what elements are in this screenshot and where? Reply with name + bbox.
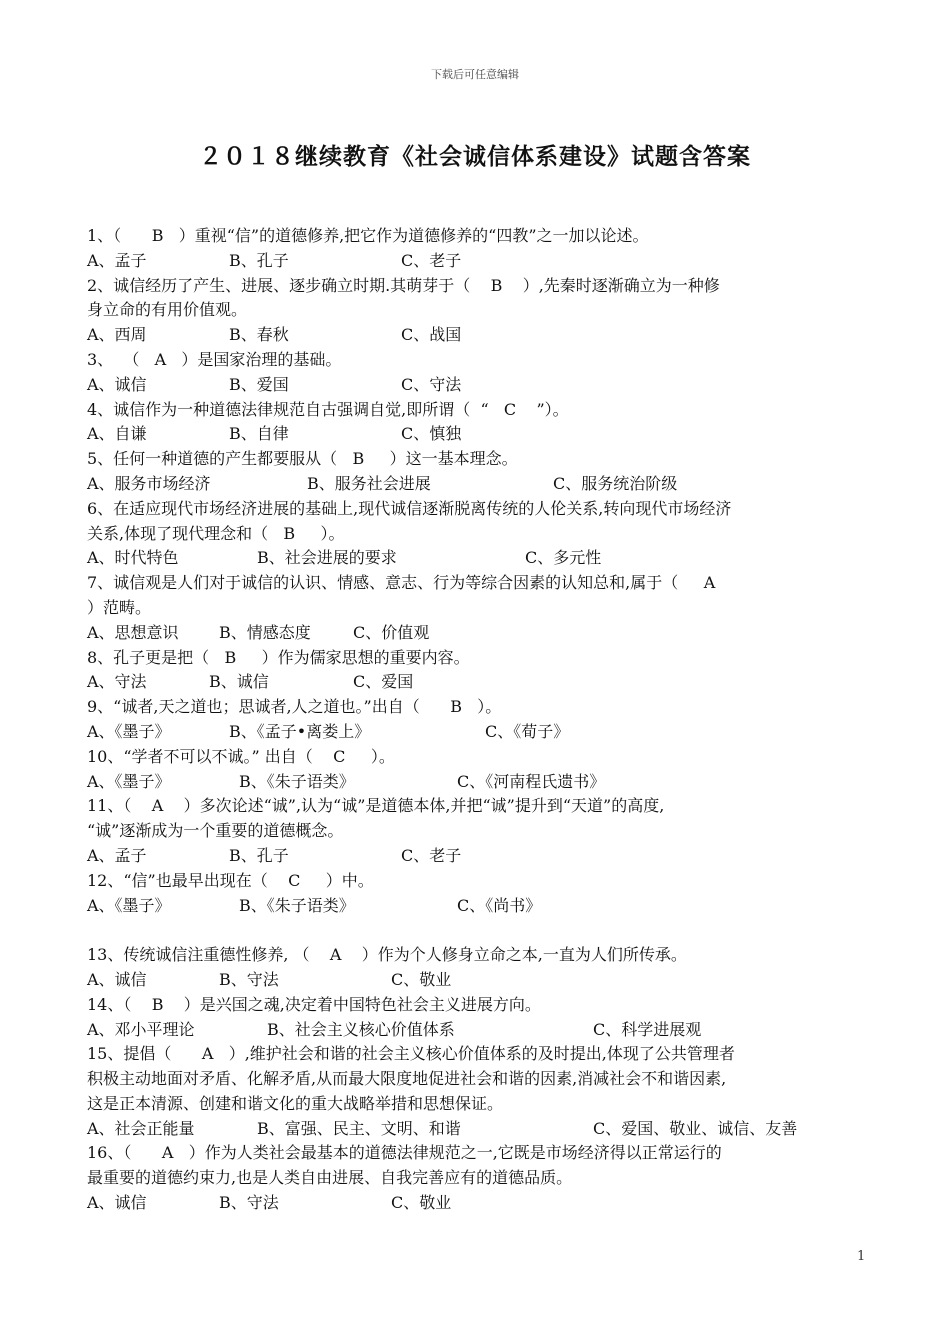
answer-option: C、敬业 — [391, 969, 452, 989]
answer-option: A、孟子 — [87, 845, 147, 865]
question-text: ）范畴。 — [87, 597, 152, 617]
question-text: 12、“信”也最早出现在（ C ）中。 — [87, 870, 374, 890]
question-text: 7、诚信观是人们对于诚信的认识、情感、意志、行为等综合因素的认知总和,属于（ A — [87, 573, 716, 593]
question-text: 10、“学者不可以不诚。” 出自（ C ）。 — [87, 746, 395, 766]
answer-option: B、富强、民主、文明、和谐 — [257, 1118, 461, 1138]
question-text: 16、（ A ）作为人类社会最基本的道德法律规范之一,它既是市场经济得以正常运行的 — [87, 1143, 722, 1163]
answer-options — [87, 249, 872, 274]
answer-option: A、诚信 — [87, 1193, 147, 1213]
answer-option: B、情感态度 — [219, 622, 311, 642]
answer-options — [87, 1191, 872, 1216]
question-text: 14、（ B ）是兴国之魂,决定着中国特色社会主义进展方向。 — [87, 994, 541, 1014]
question-list — [87, 224, 872, 1216]
answer-option: A、诚信 — [87, 969, 147, 989]
answer-option: A、孟子 — [87, 250, 147, 270]
answer-options — [87, 373, 872, 398]
question-text: 8、孔子更是把（ B ）作为儒家思想的重要内容。 — [87, 647, 470, 667]
answer-option: A、西周 — [87, 325, 147, 345]
answer-options — [87, 894, 872, 919]
answer-option: B、诚信 — [209, 672, 269, 692]
blank-line — [87, 918, 872, 943]
answer-options — [87, 720, 872, 745]
answer-option: B、《朱子语类》 — [239, 771, 355, 791]
question-text: 关系,体现了现代理念和（ B ）。 — [87, 523, 345, 543]
question-text: 这是正本清源、创建和谐文化的重大战略举措和思想保证。 — [87, 1093, 504, 1113]
answer-options — [87, 968, 872, 993]
question-text: 15、提倡（ A ）,维护社会和谐的社会主义核心价值体系的及时提出,体现了公共管理者 — [87, 1044, 735, 1064]
answer-option: A、社会正能量 — [87, 1118, 195, 1138]
answer-option: A、《墨子》 — [87, 721, 171, 741]
question-text: 11、（ A ）多次论述“诚”,认为“诚”是道德本体,并把“诚”提升到“天道”的高度, — [87, 796, 665, 816]
question-text: 最重要的道德约束力,也是人类自由进展、自我完善应有的道德品质。 — [87, 1168, 573, 1188]
answer-option: A、思想意识 — [87, 622, 179, 642]
answer-option: C、价值观 — [353, 622, 430, 642]
answer-option: B、春秋 — [229, 325, 289, 345]
answer-option: C、《尚书》 — [457, 895, 542, 915]
answer-options — [87, 1018, 872, 1043]
question-text: 6、在适应现代市场经济进展的基础上,现代诚信逐渐脱离传统的人伦关系,转向现代市场经济 — [87, 498, 732, 518]
answer-options — [87, 472, 872, 497]
answer-option: B、爱国 — [229, 374, 289, 394]
answer-option: A、服务市场经济 — [87, 473, 211, 493]
answer-option: C、多元性 — [525, 548, 602, 568]
answer-options — [87, 546, 872, 571]
answer-option: A、邓小平理论 — [87, 1019, 195, 1039]
answer-option: C、《荀子》 — [485, 721, 570, 741]
question-text: 身立命的有用价值观。 — [87, 300, 248, 320]
page-number: 1 — [857, 1249, 866, 1264]
answer-option: C、科学进展观 — [593, 1019, 702, 1039]
answer-option: C、慎独 — [401, 424, 462, 444]
answer-options — [87, 323, 872, 348]
question-text: 9、“诚者,天之道也；思诚者,人之道也。”出自（ B ）。 — [87, 697, 502, 717]
answer-options — [87, 670, 872, 695]
question-text: “诚”逐渐成为一个重要的道德概念。 — [87, 821, 344, 841]
answer-options — [87, 621, 872, 646]
document-title: ２０１８继续教育《社会诚信体系建设》试题含答案 — [199, 144, 751, 170]
answer-option: C、老子 — [401, 845, 462, 865]
answer-option: C、爱国、敬业、诚信、友善 — [593, 1118, 798, 1138]
answer-option: C、《河南程氏遗书》 — [457, 771, 606, 791]
answer-option: B、《孟子•离娄上》 — [229, 721, 371, 741]
answer-options — [87, 770, 872, 795]
answer-option: C、服务统治阶级 — [553, 473, 678, 493]
answer-option: B、《朱子语类》 — [239, 895, 355, 915]
answer-option: C、老子 — [401, 250, 462, 270]
answer-option: B、社会进展的要求 — [257, 548, 397, 568]
answer-option: B、自律 — [229, 424, 289, 444]
answer-option: A、《墨子》 — [87, 771, 171, 791]
question-text: 1、（ B ）重视“信”的道德修养,把它作为道德修养的“四教”之一加以论述。 — [87, 226, 649, 245]
answer-options — [87, 1117, 872, 1142]
answer-options — [87, 422, 872, 447]
question-text: 积极主动地面对矛盾、化解矛盾,从而最大限度地促进社会和谐的因素,消减社会不和谐因素, — [87, 1069, 727, 1089]
question-text: 2、诚信经历了产生、进展、逐步确立时期.其萌芽于（ B ）,先秦时逐渐确立为一种修 — [87, 275, 720, 295]
question-text: 5、任何一种道德的产生都要服从（ B ）这一基本理念。 — [87, 449, 518, 469]
answer-option: A、诚信 — [87, 374, 147, 394]
answer-option: B、守法 — [219, 969, 279, 989]
answer-option: C、战国 — [401, 325, 462, 345]
answer-option: A、时代特色 — [87, 548, 179, 568]
answer-option: A、守法 — [87, 672, 147, 692]
question-text: 4、诚信作为一种道德法律规范自古强调自觉,即所谓（ “ C ”）。 — [87, 399, 569, 419]
question-text: 3、 （ A ）是国家治理的基础。 — [87, 349, 342, 369]
answer-option: A、自谦 — [87, 424, 147, 444]
answer-option: B、孔子 — [229, 250, 289, 270]
answer-option: A、《墨子》 — [87, 895, 171, 915]
answer-option: C、爱国 — [353, 672, 414, 692]
answer-option: C、守法 — [401, 374, 462, 394]
answer-option: B、孔子 — [229, 845, 289, 865]
question-text: 13、传统诚信注重德性修养, （ A ）作为个人修身立命之本,一直为人们所传承。 — [87, 945, 687, 965]
answer-option: C、敬业 — [391, 1193, 452, 1213]
answer-option: B、服务社会进展 — [307, 473, 431, 493]
header-note: 下载后可任意编辑 — [431, 68, 519, 81]
answer-option: B、守法 — [219, 1193, 279, 1213]
answer-options — [87, 844, 872, 869]
answer-option: B、社会主义核心价值体系 — [267, 1019, 455, 1039]
